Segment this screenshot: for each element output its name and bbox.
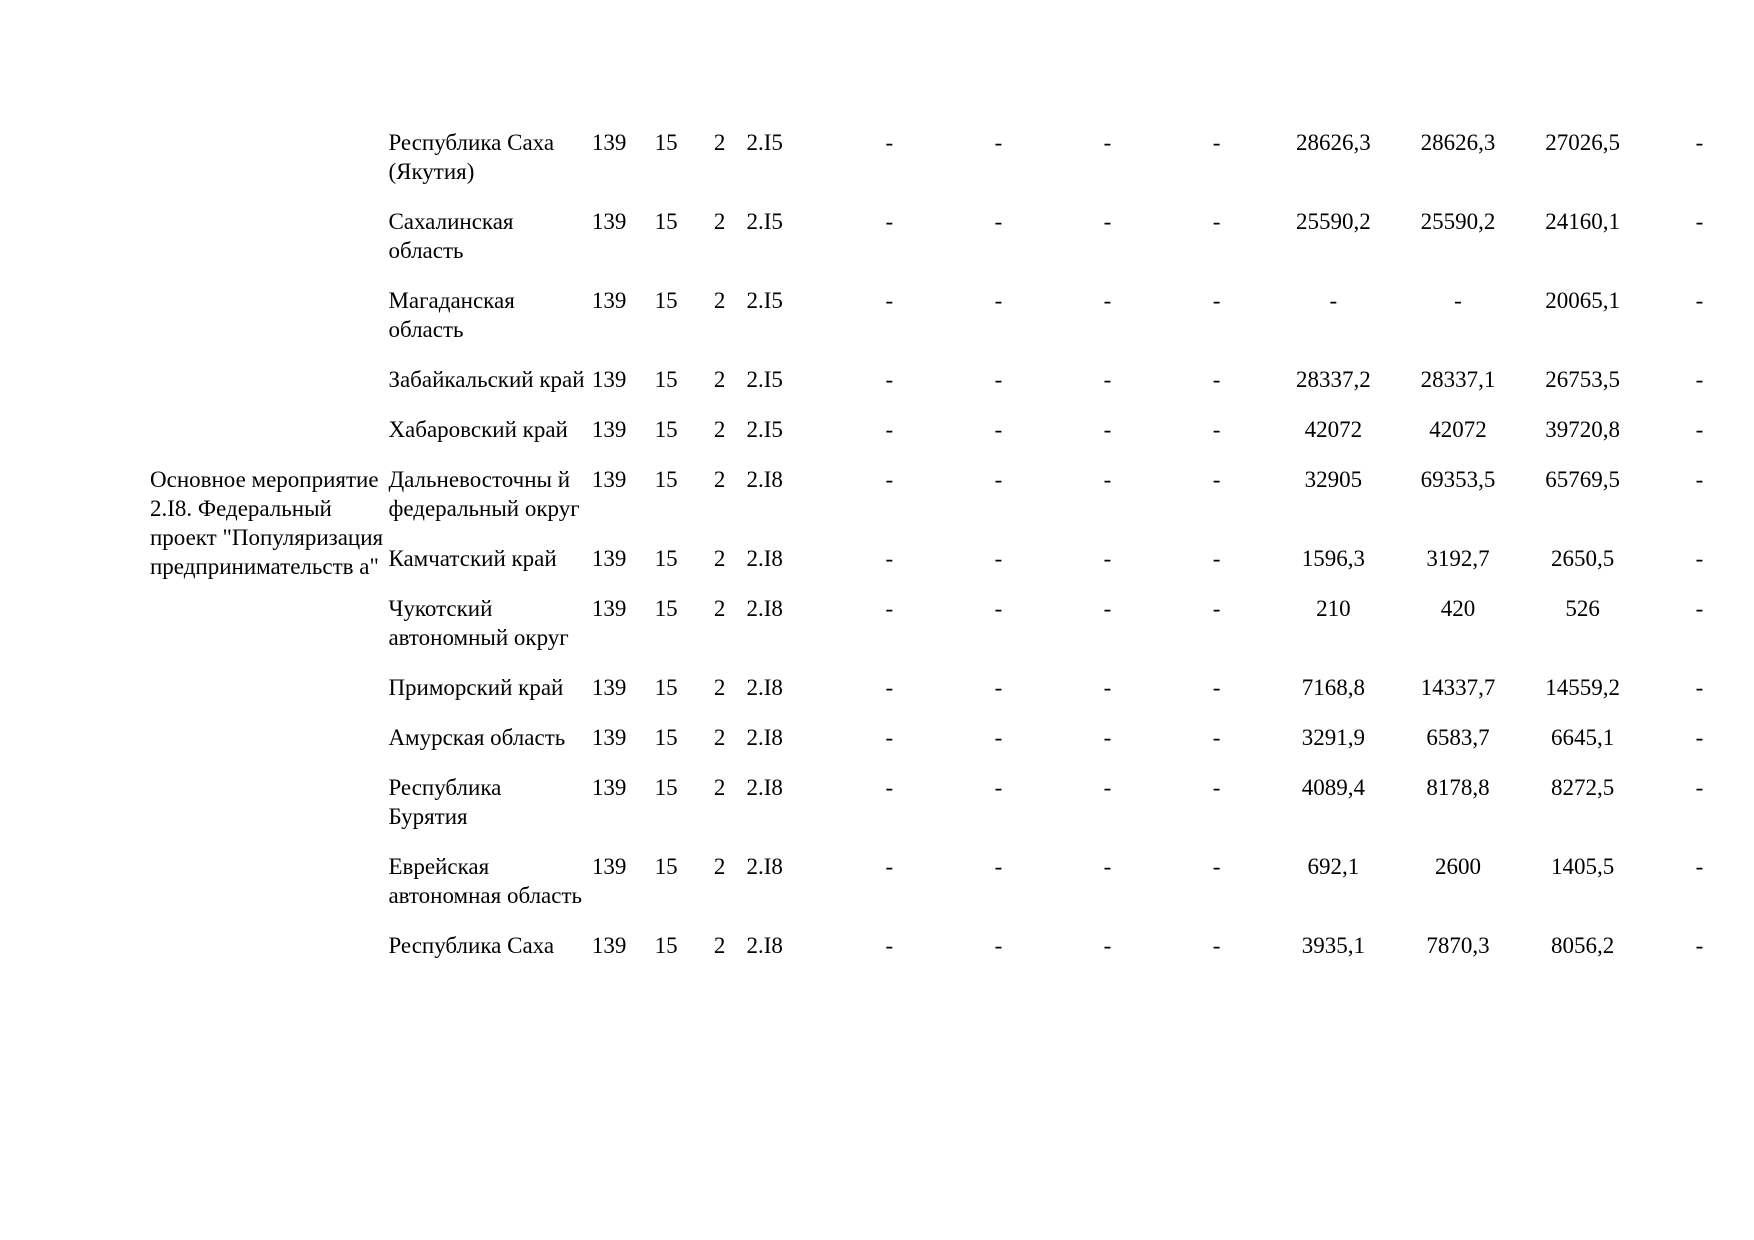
value-col-4: -: [1695, 675, 1704, 700]
dash-col-3: -: [1103, 367, 1112, 392]
value-col-4: -: [1695, 546, 1704, 571]
col-15: 15: [654, 288, 678, 313]
value-col-1: 32905: [1304, 467, 1363, 492]
value-col-4: -: [1695, 130, 1704, 155]
table-row: [150, 723, 1754, 773]
dash-col-1: -: [885, 209, 894, 234]
value-col-1: 4089,4: [1301, 775, 1365, 800]
col-2: 2: [713, 725, 726, 750]
value-col-1: 3935,1: [1301, 933, 1365, 958]
col-15: 15: [654, 854, 678, 879]
dash-col-4: -: [1212, 467, 1221, 492]
dash-col-1: -: [885, 546, 894, 571]
region-name: Забайкальский край: [388, 367, 585, 392]
value-col-3: 26753,5: [1545, 367, 1620, 392]
dash-col-3: -: [1103, 209, 1112, 234]
dash-col-1: -: [885, 775, 894, 800]
dash-col-2: -: [994, 596, 1003, 621]
table-row: [150, 673, 1754, 723]
value-col-4: -: [1695, 467, 1704, 492]
value-col-2: -: [1454, 288, 1462, 313]
col-2: 2: [713, 367, 726, 392]
value-col-2: 420: [1440, 596, 1476, 621]
col-2: 2: [713, 775, 726, 800]
value-col-2: 14337,7: [1420, 675, 1496, 700]
col-2: 2: [713, 130, 726, 155]
dash-col-1: -: [885, 854, 894, 879]
region-name: Хабаровский край: [388, 417, 568, 442]
event-cell-empty: [150, 365, 386, 415]
program-code: 2.I8: [746, 933, 783, 958]
col-139: 139: [591, 288, 627, 313]
table-row: [150, 594, 1754, 673]
col-2: 2: [713, 675, 726, 700]
region-name: Камчатский край: [388, 546, 557, 571]
dash-col-3: -: [1103, 725, 1112, 750]
col-139: 139: [591, 209, 627, 234]
value-col-4: -: [1695, 775, 1704, 800]
value-col-3: 39720,8: [1545, 417, 1620, 442]
value-col-1: 3291,9: [1301, 725, 1365, 750]
value-col-3: 8272,5: [1550, 775, 1615, 800]
col-15: 15: [654, 933, 678, 958]
program-code: 2.I5: [746, 417, 783, 442]
value-col-2: 2600: [1434, 854, 1481, 879]
budget-allocation-table: [150, 128, 1754, 981]
col-2: 2: [713, 288, 726, 313]
value-col-1: 28626,3: [1295, 130, 1371, 155]
value-col-3: 65769,5: [1545, 467, 1620, 492]
dash-col-2: -: [994, 725, 1003, 750]
value-col-4: -: [1695, 417, 1704, 442]
value-col-3: 24160,1: [1545, 209, 1620, 234]
dash-col-3: -: [1103, 417, 1112, 442]
event-cell-empty: [150, 128, 386, 207]
program-code: 2.I8: [746, 725, 783, 750]
dash-col-4: -: [1212, 725, 1221, 750]
col-139: 139: [591, 417, 627, 442]
dash-col-1: -: [885, 596, 894, 621]
value-col-4: -: [1695, 209, 1704, 234]
value-col-4: -: [1695, 933, 1704, 958]
value-col-2: 42072: [1429, 417, 1487, 442]
col-139: 139: [591, 367, 627, 392]
dash-col-4: -: [1212, 596, 1221, 621]
program-code: 2.I5: [746, 130, 783, 155]
value-col-3: 14559,2: [1545, 675, 1620, 700]
col-139: 139: [591, 596, 627, 621]
program-code: 2.I8: [746, 775, 783, 800]
value-col-1: 1596,3: [1301, 546, 1365, 571]
col-2: 2: [713, 467, 726, 492]
program-code: 2.I8: [746, 546, 783, 571]
dash-col-4: -: [1212, 675, 1221, 700]
dash-col-1: -: [885, 725, 894, 750]
dash-col-4: -: [1212, 775, 1221, 800]
dash-col-2: -: [994, 130, 1003, 155]
dash-col-1: -: [885, 130, 894, 155]
col-15: 15: [654, 467, 678, 492]
dash-col-4: -: [1212, 546, 1221, 571]
program-code: 2.I8: [746, 854, 783, 879]
col-15: 15: [654, 725, 678, 750]
table-row: [150, 365, 1754, 415]
dash-col-3: -: [1103, 546, 1112, 571]
region-name: Амурская область: [388, 725, 566, 750]
col-2: 2: [713, 209, 726, 234]
value-col-1: 25590,2: [1295, 209, 1371, 234]
value-col-3: 2650,5: [1550, 546, 1615, 571]
event-cell-empty: [150, 207, 386, 286]
program-code: 2.I8: [746, 675, 783, 700]
table-row: [150, 852, 1754, 931]
dash-col-1: -: [885, 467, 894, 492]
col-2: 2: [713, 417, 726, 442]
region-name: Дальневосточны й федеральный округ: [388, 467, 580, 521]
value-col-3: 1405,5: [1550, 854, 1615, 879]
dash-col-3: -: [1103, 288, 1112, 313]
col-2: 2: [713, 933, 726, 958]
dash-col-2: -: [994, 675, 1003, 700]
col-139: 139: [591, 854, 627, 879]
program-code: 2.I5: [746, 367, 783, 392]
region-name: Чукотский автономный округ: [388, 596, 569, 650]
dash-col-4: -: [1212, 209, 1221, 234]
table-row: [150, 415, 1754, 465]
col-2: 2: [713, 546, 726, 571]
col-15: 15: [654, 367, 678, 392]
value-col-1: 28337,2: [1295, 367, 1371, 392]
dash-col-3: -: [1103, 775, 1112, 800]
col-2: 2: [713, 854, 726, 879]
col-139: 139: [591, 933, 627, 958]
dash-col-2: -: [994, 467, 1003, 492]
table-row: [150, 931, 1754, 981]
col-139: 139: [591, 467, 627, 492]
col-15: 15: [654, 775, 678, 800]
dash-col-2: -: [994, 288, 1003, 313]
dash-col-3: -: [1103, 933, 1112, 958]
program-code: 2.I5: [746, 288, 783, 313]
region-name: Магаданская область: [388, 288, 515, 342]
table-row: [150, 286, 1754, 365]
value-col-4: -: [1695, 288, 1704, 313]
value-col-1: -: [1329, 288, 1338, 313]
value-col-2: 28626,3: [1420, 130, 1496, 155]
dash-col-2: -: [994, 546, 1003, 571]
value-col-3: 20065,1: [1545, 288, 1620, 313]
value-col-2: 28337,1: [1420, 367, 1496, 392]
dash-col-4: -: [1212, 933, 1221, 958]
value-col-3: 6645,1: [1550, 725, 1615, 750]
col-15: 15: [654, 546, 678, 571]
dash-col-4: -: [1212, 367, 1221, 392]
dash-col-1: -: [885, 675, 894, 700]
value-col-2: 69353,5: [1420, 467, 1496, 492]
dash-col-1: -: [885, 933, 894, 958]
value-col-1: 7168,8: [1301, 675, 1365, 700]
dash-col-2: -: [994, 775, 1003, 800]
col-15: 15: [654, 209, 678, 234]
dash-col-3: -: [1103, 675, 1112, 700]
dash-col-4: -: [1212, 130, 1221, 155]
dash-col-3: -: [1103, 854, 1112, 879]
value-col-2: 3192,7: [1426, 546, 1490, 571]
col-15: 15: [654, 417, 678, 442]
value-col-1: 42072: [1304, 417, 1363, 442]
dash-col-4: -: [1212, 417, 1221, 442]
dash-col-3: -: [1103, 130, 1112, 155]
program-code: 2.I5: [746, 209, 783, 234]
col-15: 15: [654, 596, 678, 621]
dash-col-2: -: [994, 209, 1003, 234]
dash-col-1: -: [885, 288, 894, 313]
dash-col-3: -: [1103, 467, 1112, 492]
dash-col-4: -: [1212, 288, 1221, 313]
program-code: 2.I8: [746, 467, 783, 492]
col-139: 139: [591, 675, 627, 700]
col-139: 139: [591, 130, 627, 155]
value-col-3: 8056,2: [1550, 933, 1615, 958]
value-col-2: 25590,2: [1420, 209, 1496, 234]
region-name: Республика Саха (Якутия): [388, 130, 555, 184]
dash-col-3: -: [1103, 596, 1112, 621]
table-row: [150, 128, 1754, 207]
table-row: [150, 773, 1754, 852]
dash-col-2: -: [994, 367, 1003, 392]
value-col-4: -: [1695, 854, 1704, 879]
region-name: Приморский край: [388, 675, 564, 700]
value-col-4: -: [1695, 725, 1704, 750]
value-col-2: 6583,7: [1426, 725, 1490, 750]
dash-col-2: -: [994, 854, 1003, 879]
col-139: 139: [591, 546, 627, 571]
col-15: 15: [654, 675, 678, 700]
event-cell-empty: [150, 415, 386, 465]
dash-col-1: -: [885, 367, 894, 392]
value-col-2: 7870,3: [1426, 933, 1490, 958]
value-col-1: 210: [1316, 596, 1351, 621]
region-name: Республика Саха: [388, 933, 555, 958]
col-2: 2: [713, 596, 726, 621]
dash-col-4: -: [1212, 854, 1221, 879]
dash-col-2: -: [994, 417, 1003, 442]
value-col-1: 692,1: [1307, 854, 1360, 879]
table-row: [150, 544, 1754, 594]
event-label: Основное мероприятие 2.I8. Федеральный проект "Популяризация предпринимательств а": [150, 467, 384, 579]
value-col-4: -: [1695, 367, 1704, 392]
table-row: [150, 465, 1754, 544]
dash-col-2: -: [994, 933, 1003, 958]
value-col-4: -: [1695, 596, 1704, 621]
program-code: 2.I8: [746, 596, 783, 621]
col-139: 139: [591, 775, 627, 800]
col-139: 139: [591, 725, 627, 750]
value-col-3: 27026,5: [1545, 130, 1620, 155]
table-row: [150, 207, 1754, 286]
value-col-2: 8178,8: [1426, 775, 1490, 800]
region-name: Еврейская автономная область: [388, 854, 583, 908]
region-name: Сахалинская область: [388, 209, 514, 263]
event-cell-empty: [150, 286, 386, 365]
region-name: Республика Бурятия: [388, 775, 502, 829]
dash-col-1: -: [885, 417, 894, 442]
value-col-3: 526: [1565, 596, 1600, 621]
col-15: 15: [654, 130, 678, 155]
